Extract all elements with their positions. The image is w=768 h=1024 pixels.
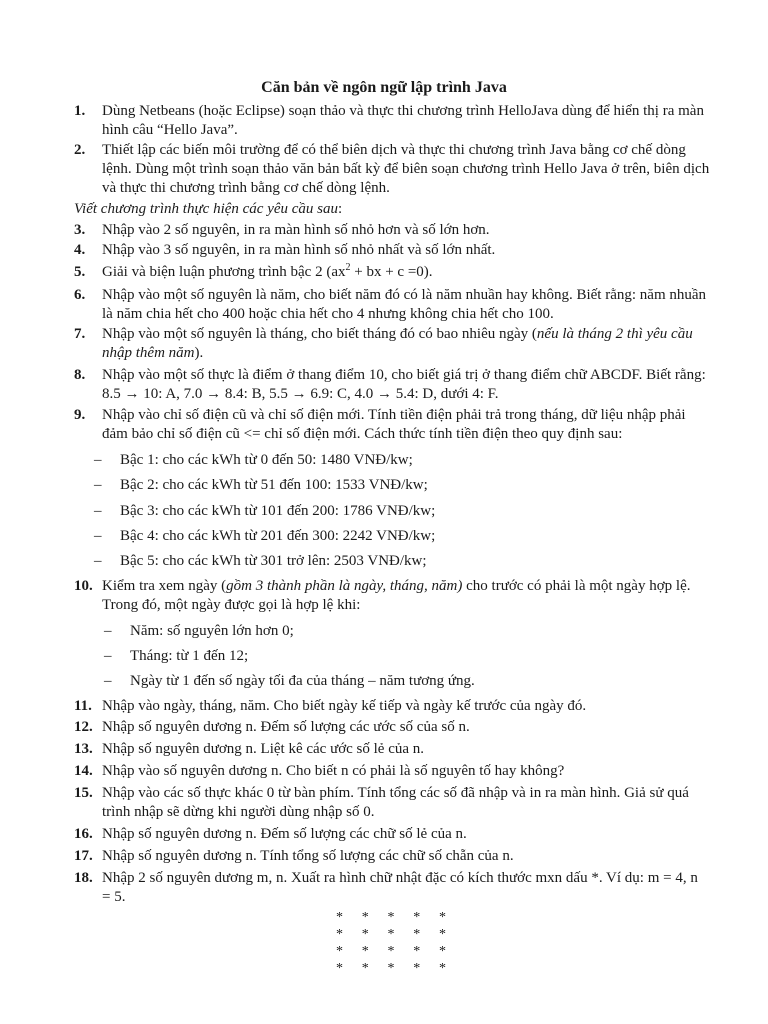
item-number: 7. (74, 326, 86, 342)
item-text: Nhập vào 3 số nguyên, in ra màn hình số nhỏ nhất và số lớn nhất. (102, 242, 496, 258)
item-text-part: ). (194, 345, 204, 361)
star: * (361, 910, 369, 925)
star-row (336, 925, 446, 942)
item-number: 13. (74, 741, 93, 757)
star: * (413, 961, 421, 976)
exercise-item (74, 102, 710, 140)
tier-text: Bậc 4: cho các kWh từ 201 đến 300: 2242 VNĐ/kw; (120, 528, 436, 544)
star: * (439, 927, 446, 942)
exercise-item (74, 241, 710, 260)
item-number: 14. (74, 763, 93, 779)
star: * (387, 944, 395, 959)
item-number: 8. (74, 367, 86, 383)
exercise-item (74, 869, 710, 907)
date-rule-item (104, 647, 684, 666)
item-number: 10. (74, 578, 93, 594)
dash-bullet: – (94, 528, 102, 544)
exercise-item (74, 325, 710, 363)
item-text (102, 577, 710, 615)
item-text: Nhập vào một số thực là điểm ở thang điểm 10, cho biết giá trị ở thang điểm chữ ABCDF. Biết rằng: 8.5 → 10: A, 7.0 → 8.4: B, 5.5 → 6.9: C, 4.0 → 5.4: D, dưới 4: F. (102, 367, 706, 402)
star: * (361, 927, 369, 942)
tier-item (94, 552, 674, 571)
tier-item (94, 527, 674, 546)
exercise-item (74, 740, 710, 759)
item-text-italic: gồm 3 thành phần là ngày, tháng, năm) (226, 578, 463, 594)
item-text (102, 325, 710, 363)
item-text: Nhập số nguyên dương n. Đếm số lượng các chữ số lẻ của n. (102, 826, 467, 842)
item-text-italic: nếu là tháng 2 thì yêu cầu nhập thêm năm (102, 326, 693, 361)
star: * (387, 927, 395, 942)
star: * (361, 944, 369, 959)
date-rule-item (104, 622, 684, 641)
dash-bullet: – (94, 477, 102, 493)
star: * (336, 927, 343, 942)
star: * (336, 944, 343, 959)
exercise-item (74, 762, 710, 781)
exercise-item (74, 847, 710, 866)
exercise-item (74, 141, 710, 198)
item-number: 11. (74, 698, 92, 714)
exercise-item (74, 718, 710, 737)
tier-text: Bậc 2: cho các kWh từ 51 đến 100: 1533 VNĐ/kw; (120, 477, 428, 493)
section-intro (74, 200, 342, 219)
date-rule-text: Năm: số nguyên lớn hơn 0; (130, 623, 294, 639)
star: * (439, 910, 446, 925)
exercise-item (74, 825, 710, 844)
tier-text: Bậc 1: cho các kWh từ 0 đến 50: 1480 VNĐ/kw; (120, 452, 413, 468)
tier-item (94, 451, 674, 470)
item-number: 2. (74, 142, 86, 158)
dash-bullet: – (94, 503, 102, 519)
item-text: Nhập vào một số nguyên là năm, cho biết năm đó có là năm nhuần hay không. Biết rằng: năm nhuần là năm chia hết cho 400 hoặc chia hết cho 4 nhưng không chia hết cho 100. (102, 287, 707, 322)
item-text-part: Giải và biện luận phương trình bậc 2 (ax (102, 264, 346, 280)
item-number: 6. (74, 287, 86, 303)
item-text-part: Nhập vào một số nguyên là tháng, cho biết tháng đó có bao nhiêu ngày ( (102, 326, 537, 342)
item-number: 3. (74, 222, 86, 238)
star: * (336, 910, 343, 925)
tier-text: Bậc 5: cho các kWh từ 301 trở lên: 2503 VNĐ/kw; (120, 553, 427, 569)
star: * (439, 961, 446, 976)
page-title: Căn bản về ngôn ngữ lập trình Java (261, 79, 507, 96)
item-text: Nhập vào các số thực khác 0 từ bàn phím. Tính tổng các số đã nhập và in ra màn hình. Giả sử quá trình nhập sẽ dừng khi người dùng nhập số 0. (102, 785, 689, 820)
item-text: Nhập vào số nguyên dương n. Cho biết n có phải là số nguyên tố hay không? (102, 763, 565, 779)
exercise-item (74, 286, 710, 324)
star: * (387, 961, 395, 976)
item-number: 4. (74, 242, 86, 258)
item-text: Nhập số nguyên dương n. Đếm số lượng các ước số của số n. (102, 719, 470, 735)
item-text-part: cho trước có phải là một ngày hợp lệ. Trong đó, một ngày được gọi là hợp lệ khi: (102, 578, 691, 613)
dash-bullet: – (94, 452, 102, 468)
item-number: 5. (74, 264, 86, 280)
item-number: 18. (74, 870, 93, 886)
item-text: Thiết lập các biến môi trường để có thể biên dịch và thực thi chương trình Java bằng cơ chế dòng lệnh. Dùng một trình soạn thảo văn bản bất kỳ để biên soạn chương trình Hello Java ở trên, biên dịch và thực thi chương trình bằng cơ chế dòng lệnh. (102, 142, 710, 196)
item-text: Nhập vào chỉ số điện cũ và chỉ số điện mới. Tính tiền điện phải trả trong tháng, dữ liệu nhập phải đảm bảo chỉ số điện cũ <= chỉ số điện mới. Cách thức tính tiền điện theo quy định sau: (102, 407, 686, 442)
dash-bullet: – (104, 623, 112, 639)
item-number: 15. (74, 785, 93, 801)
tier-text: Bậc 3: cho các kWh từ 101 đến 200: 1786 VNĐ/kw; (120, 503, 436, 519)
star: * (387, 910, 395, 925)
item-number: 9. (74, 407, 86, 423)
item-text: Nhập 2 số nguyên dương m, n. Xuất ra hình chữ nhật đặc có kích thước mxn dấu *. Ví dụ: m = 4, n = 5. (102, 870, 698, 905)
exercise-item (74, 577, 710, 615)
star: * (413, 927, 421, 942)
star-rectangle-example (336, 908, 446, 976)
tier-item (94, 502, 674, 521)
superscript: 2 (345, 262, 351, 273)
dash-bullet: – (94, 553, 102, 569)
item-text: Nhập vào ngày, tháng, năm. Cho biết ngày kế tiếp và ngày kế trước của ngày đó. (102, 698, 587, 714)
item-number: 16. (74, 826, 93, 842)
date-rule-text: Ngày từ 1 đến số ngày tối đa của tháng – năm tương ứng. (130, 673, 475, 689)
exercise-item (74, 697, 710, 716)
exercise-item (74, 263, 710, 282)
star: * (361, 961, 369, 976)
item-number: 12. (74, 719, 93, 735)
date-rule-item (104, 672, 684, 691)
exercise-item (74, 221, 710, 240)
exercise-item (74, 366, 710, 404)
exercise-item (74, 784, 710, 822)
star: * (413, 910, 421, 925)
star-row (336, 942, 446, 959)
item-text (102, 263, 710, 282)
item-text-part: + bx + c =0). (350, 264, 433, 280)
date-rule-text: Tháng: từ 1 đến 12; (130, 648, 249, 664)
star: * (336, 961, 343, 976)
star: * (439, 944, 446, 959)
item-text: Nhập số nguyên dương n. Liệt kê các ước số lẻ của n. (102, 741, 425, 757)
star-row (336, 959, 446, 976)
item-text: Dùng Netbeans (hoặc Eclipse) soạn thảo và thực thi chương trình HelloJava dùng để hiển thị ra màn hình câu “Hello Java”. (102, 103, 704, 138)
item-number: 1. (74, 103, 86, 119)
exercise-item (74, 406, 710, 444)
star: * (413, 944, 421, 959)
star-row (336, 908, 446, 925)
item-text-part: Kiểm tra xem ngày ( (102, 578, 227, 594)
intro-colon: : (338, 201, 343, 217)
dash-bullet: – (104, 648, 112, 664)
item-text: Nhập vào 2 số nguyên, in ra màn hình số nhỏ hơn và số lớn hơn. (102, 222, 490, 238)
tier-item (94, 476, 674, 495)
intro-text: Viết chương trình thực hiện các yêu cầu sau (74, 201, 339, 217)
item-number: 17. (74, 848, 93, 864)
dash-bullet: – (104, 673, 112, 689)
item-text: Nhập số nguyên dương n. Tính tổng số lượng các chữ số chẵn của n. (102, 848, 514, 864)
